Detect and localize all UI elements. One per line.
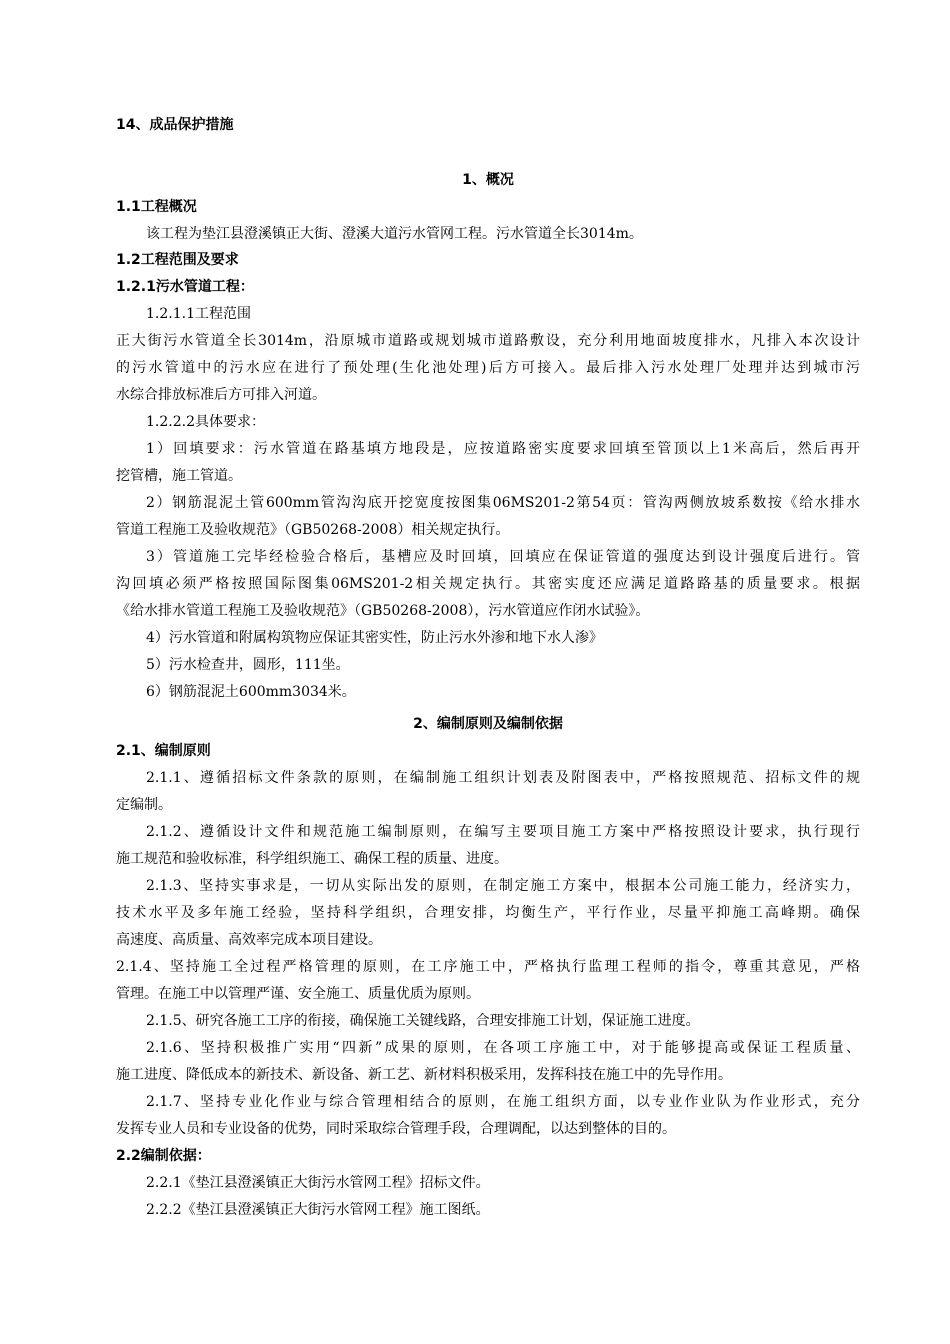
principle-7: 2.1.7、坚持专业化作业与综合管理相结合的原则，在施工组织方面，以专业作业队为作业形式，充分 [146,1094,860,1110]
principle-5: 2.1.5、研究各施工工序的衔接，确保施工关键线路，合理安排施工计划，保证施工进度。 [146,1013,700,1029]
basis-1: 2.2.1《垫江县澄溪镇正大街污水管网工程》招标文件。 [146,1175,490,1191]
basis-2: 2.2.2《垫江县澄溪镇正大街污水管网工程》施工图纸。 [146,1202,490,1218]
toc-heading: 14、成品保护措施 [116,117,234,133]
scope-line: 的污水管道中的污水应在进行了预处理(生化池处理)后方可接入。最后排入污水处理厂处理并达到城市污 [116,360,860,376]
heading-2-1: 2.1、编制原则 [116,743,211,759]
principle-3-cont: 高速度、高质量、高效率完成本项目建设。 [116,932,382,948]
scope-line: 水综合排放标准后方可排入河道。 [116,387,326,403]
heading-1-2-2-2: 1.2.2.2具体要求： [146,414,265,430]
heading-1-2: 1.2工程范围及要求 [116,252,239,268]
scope-line: 正大街污水管道全长3014m，沿原城市道路或规划城市道路敷设，充分利用地面坡度排水，凡排入本次设计 [116,333,860,349]
requirement-4: 4）污水管道和附属构筑物应保证其密实性，防止污水外渗和地下水人渗》 [146,630,603,646]
requirement-2: 2）钢筋混泥土管600mm管沟沟底开挖宽度按图集06MS201-2第54页：管沟两侧放坡系数按《给水排水 [146,495,860,511]
principle-3: 2.1.3、坚持实事求是，一切从实际出发的原则，在制定施工方案中，根据本公司施工能力，经济实力， [146,878,860,894]
principle-7-cont: 发挥专业人员和专业设备的优势，同时采取综合管理手段，合理调配，以达到整体的目的。 [116,1121,676,1137]
principle-3-cont: 技术水平及多年施工经验，坚持科学组织，合理安排，均衡生产，平行作业，尽量平抑施工高峰期。确保 [116,905,860,921]
section-1-title: 1、概况 [462,172,514,188]
requirement-3-cont: 《给水排水管道工程施工及验收规范》（GB50268-2008），污水管道应作闭水试验》。 [116,603,650,619]
principle-2: 2.1.2、遵循设计文件和规范施工编制原则，在编写主要项目施工方案中严格按照设计要求，执行现行 [146,824,860,840]
requirement-1-cont: 挖管槽，施工管道。 [116,468,242,484]
paragraph-1-1: 该工程为垫江县澄溪镇正大街、澄溪大道污水管网工程。污水管道全长3014m。 [146,226,643,242]
principle-4-cont: 管理。在施工中以管理严谨、安全施工、质量优质为原则。 [116,986,480,1002]
principle-4: 2.1.4、坚持施工全过程严格管理的原则，在工序施工中，严格执行监理工程师的指令，尊重其意见，严格 [116,959,860,975]
principle-6-cont: 施工进度、降低成本的新技术、新设备、新工艺、新材料积极采用，发挥科技在施工中的先导作用。 [116,1067,732,1083]
principle-6: 2.1.6、坚持积极推广实用“四新”成果的原则，在各项工序施工中，对于能够提高或保证工程质量、 [146,1040,860,1056]
requirement-3: 3）管道施工完毕经检验合格后，基槽应及时回填，回填应在保证管道的强度达到设计强度后进行。管 [146,549,860,565]
requirement-2-cont: 管道工程施工及验收规范》（GB50268-2008）相关规定执行。 [116,522,510,538]
requirement-5: 5）污水检查井，圆形，111坐。 [146,657,350,673]
principle-1-cont: 定编制。 [116,797,172,813]
heading-2-2: 2.2编制依据： [116,1148,211,1164]
heading-1-2-1: 1.2.1污水管道工程： [116,279,254,295]
section-2-title: 2、编制原则及编制依据 [413,716,563,732]
heading-1-1: 1.1工程概况 [116,199,197,215]
principle-1: 2.1.1、遵循招标文件条款的原则，在编制施工组织计划表及附图表中，严格按照规范、招标文件的规 [146,770,860,786]
principle-2-cont: 施工规范和验收标准，科学组织施工、确保工程的质量、进度。 [116,851,508,867]
requirement-6: 6）钢筋混泥土600mm3034米。 [146,684,356,700]
requirement-3-cont: 沟回填必须严格按照国际图集06MS201-2相关规定执行。其密实度还应满足道路路基的质量要求。根据 [116,576,860,592]
heading-1-2-1-1: 1.2.1.1工程范围 [146,306,251,322]
requirement-1: 1）回填要求：污水管道在路基填方地段是，应按道路密实度要求回填至管顶以上1米高后，然后再开 [146,441,860,457]
